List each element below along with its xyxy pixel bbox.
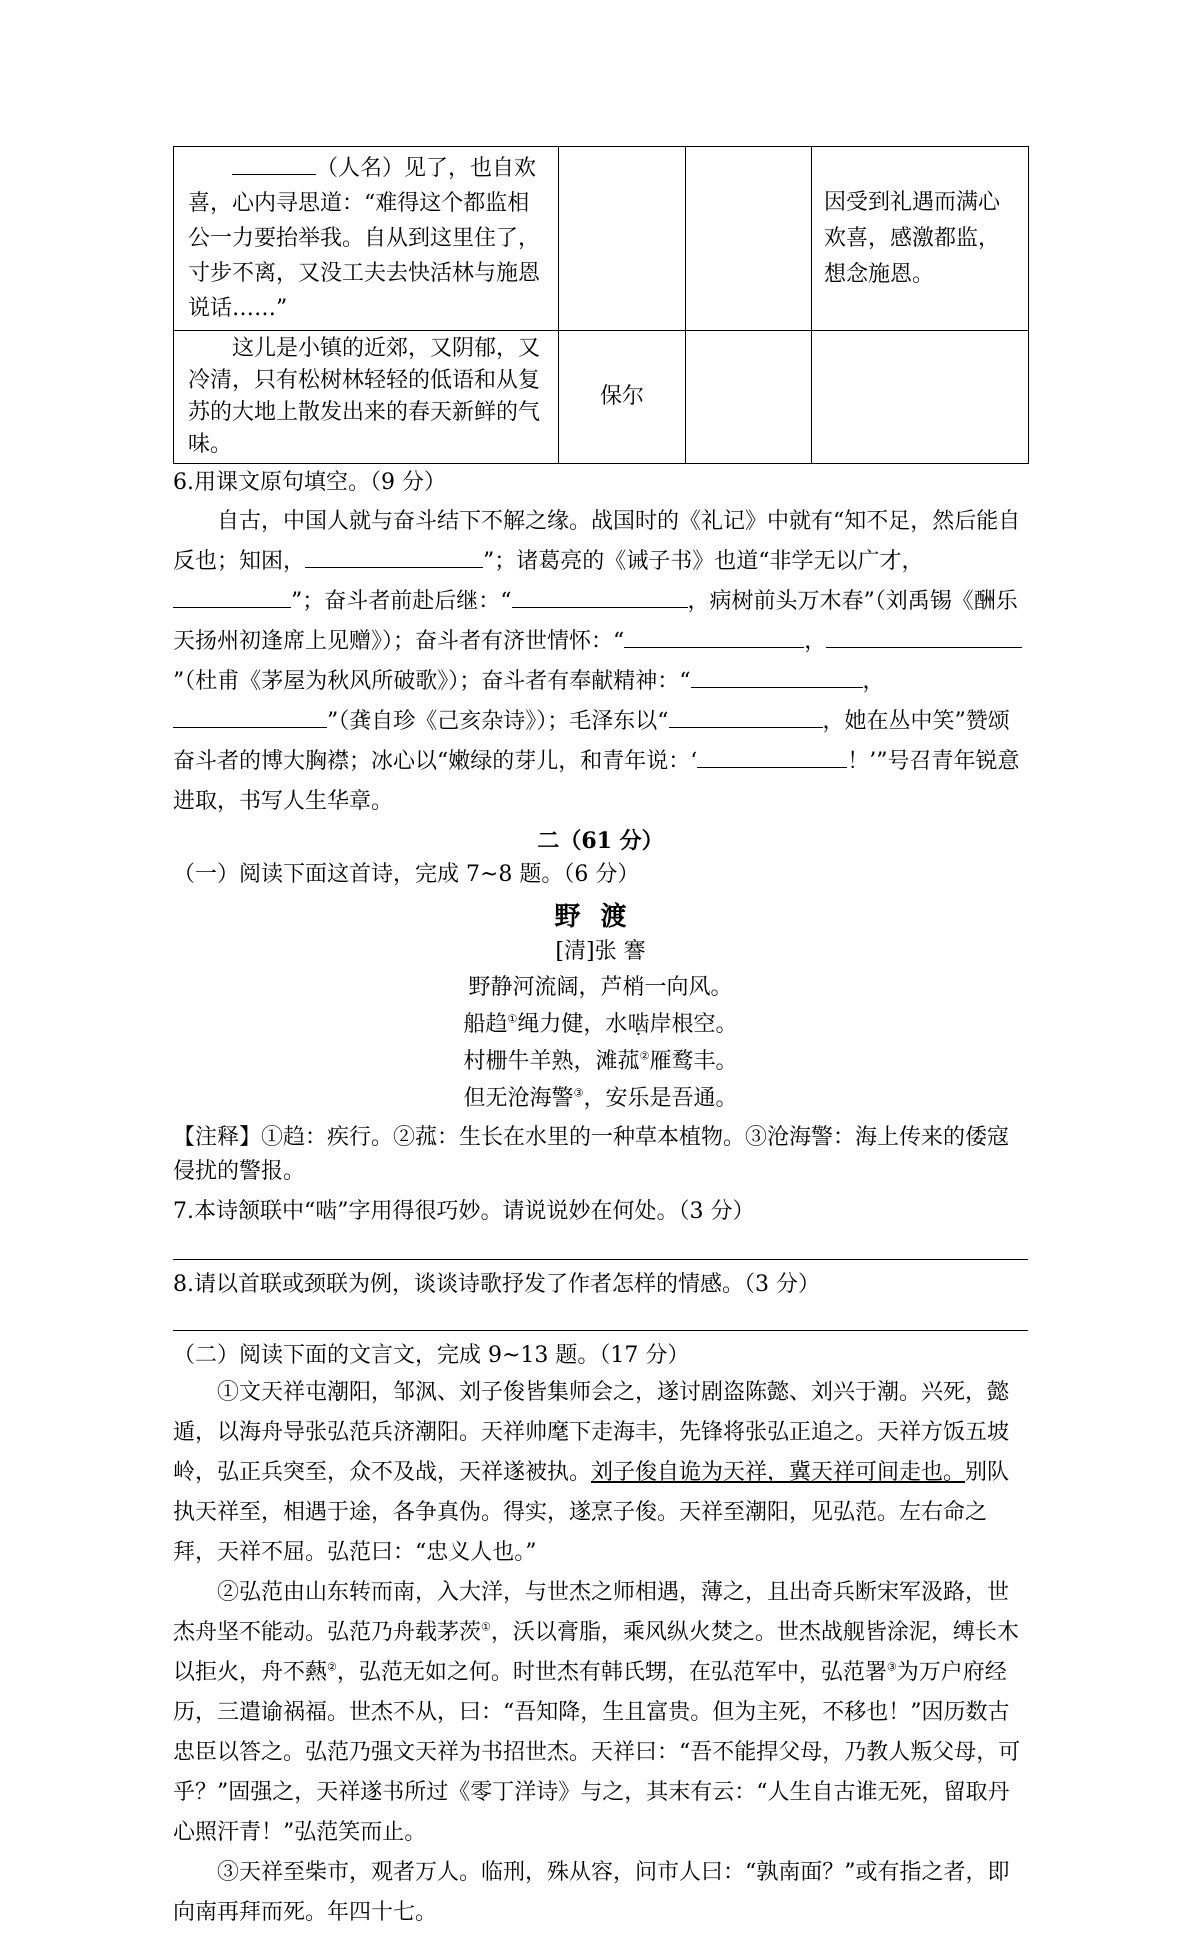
emphasized-char: 屯 [305, 1380, 328, 1405]
table-cell[interactable] [686, 331, 812, 464]
section-heading: 二（61 分） [537, 828, 664, 854]
part-1-intro: （一）阅读下面这首诗，完成 7~8 题。（6 分） [173, 862, 640, 887]
fill-blank[interactable] [305, 545, 483, 568]
q6-text: ”；奋斗者前赴后继：“ [291, 589, 512, 614]
emphasized-char: 遣 [239, 1700, 262, 1725]
poem-author: [清]张 謇 [555, 939, 646, 964]
footnote-mark: ① [481, 1620, 491, 1634]
poem-title: 野渡 [554, 902, 647, 932]
footnote-mark: ① [507, 1012, 518, 1026]
fill-blank[interactable] [624, 625, 804, 648]
quote-text: （人名）见了，也自欢喜，心内寻思道：“难得这个都监相公一力要抬举我。自从到这里住了，寸步不离，又没工夫去快活林与施恩说话……” [188, 156, 541, 321]
fill-blank[interactable] [697, 745, 847, 768]
q6-text: 自古，中国人就与奋斗结下不解之缘。战国时的《礼记》中就有“知不足，然后能自反也；知困， [173, 509, 1021, 574]
question-6-heading: 6.用课文原句填空。（9 分） [173, 470, 446, 495]
q6-text: ”（杜甫《茅屋为秋风所破歌》）；奋斗者有奉献精神：“ [173, 669, 691, 694]
poem-line: 野静河流阔，芦梢一向风。 [468, 975, 733, 1000]
answer-line-8[interactable] [173, 1330, 1028, 1331]
fill-blank[interactable] [826, 625, 1022, 648]
q6-text: ，病树前头万木春”（刘禹锡《酬乐天扬州初逢席上见赠》）；奋斗者有济世情怀：“ [173, 589, 1018, 654]
footnote-mark: ② [639, 1049, 650, 1063]
classical-paragraph-2: ②弘范由山东转而南，入大洋，与世杰之师相遇，薄之，且出奇兵断宋军汲路，世杰舟坚不能动。弘范乃舟载茅茨①，沃以膏脂，乘风纵火焚之。世杰战舰皆涂泥，缚长木以拒火，舟不爇②，弘范无如之何。时世杰有韩氏甥，在弘范军中，弘范署③为万户府经历，三遣谕祸福。世杰不从，曰：“吾知降，生且富贵。但为主死，不移也！”因历数古忠臣以答之。弘范乃强文天祥为书招世杰。天祥曰：“吾不能捍父母，乃教人叛父母，可乎？”固强之，天祥遂书所过《零丁洋诗》与之，其末有云：“人生自古谁无死，留取丹心照汗青！”弘范笑而止。 [173, 1580, 1021, 1845]
poem-notes: 【注释】①趋：疾行。②菰：生长在水里的一种草本植物。③沧海警：海上传来的倭寇侵扰的警报。 [173, 1125, 1010, 1184]
fill-blank[interactable] [173, 705, 327, 728]
table-row [174, 331, 1029, 464]
fill-blank[interactable] [669, 705, 823, 728]
exam-page [173, 146, 1028, 1933]
question-7: 7.本诗颔联中“啮”字用得很巧妙。请说说妙在何处。（3 分） [173, 1199, 755, 1224]
fill-blank[interactable] [512, 585, 688, 608]
classical-paragraph-3: ③天祥至柴市，观者万人。临刑，殊从容，问市人曰：“孰南面？”或有指之者，即向南再拜而死。年四十七。 [173, 1860, 1010, 1925]
question-6-body [173, 502, 1028, 822]
table-cell-analysis: 因受到礼遇而满心欢喜，感激都监，想念施恩。 [812, 147, 1029, 331]
fill-blank[interactable] [232, 152, 316, 175]
poem-line: 但无沧海警③，安乐是吾通。 [463, 1086, 738, 1111]
table-cell[interactable] [812, 331, 1029, 464]
q6-text: ”（龚自珍《己亥杂诗》）；毛泽东以“ [327, 709, 669, 734]
poem-line: 船趋①绳力健，水啮岸根空。 [463, 1012, 738, 1037]
classical-paragraph-1: ①文天祥屯潮阳，邹沨、刘子俊皆集师会之，遂讨剧盗陈懿、刘兴于潮。兴死，懿遁，以海舟导张弘范兵济潮阳。天祥帅麾下走海丰，先锋将张弘正追之。天祥方饭五坡岭，弘正兵突至，众不及战，天祥遂被执。刘子俊自诡为天祥，冀天祥可间走也。别队执天祥至，相遇于途，各争真伪。得实，遂烹子俊。天祥至潮阳，见弘范。左右命之拜，天祥不屈。弘范曰：“忠义人也。” [173, 1380, 1010, 1565]
footnote-mark: ③ [886, 1660, 897, 1674]
underlined-sentence: 刘子俊自诡为天祥，冀天祥可间走也。 [591, 1460, 966, 1485]
footnote-mark: ② [327, 1660, 337, 1674]
table-cell-quote [174, 147, 559, 331]
table-cell[interactable] [686, 147, 812, 331]
part-2-intro: （二）阅读下面的文言文，完成 9~13 题。（17 分） [173, 1343, 690, 1368]
question-8: 8.请以首联或颈联为例，谈谈诗歌抒发了作者怎样的情感。（3 分） [173, 1272, 820, 1297]
poem-line: 村栅牛羊熟，滩菰②雁鹜丰。 [463, 1049, 738, 1074]
poem-body [173, 969, 1028, 1117]
fill-blank[interactable] [173, 585, 291, 608]
comparison-table [173, 146, 1029, 464]
footnote-mark: ③ [573, 1086, 584, 1100]
table-cell-quote: 这儿是小镇的近郊，又阴郁，又冷清，只有松树林轻轻的低语和从复苏的大地上散发出来的春天新鲜的气味。 [174, 331, 559, 464]
q6-text: ，她在丛中笑”赞颂奋斗者的博大胸襟；冰心以“嫩绿的芽儿，和青年说：‘ [173, 709, 1010, 774]
table-row [174, 147, 1029, 331]
q6-text: ！’”号召青年锐意进取，书写人生华章。 [173, 749, 1020, 814]
q6-text: ， [862, 669, 885, 694]
table-cell-character: 保尔 [559, 331, 686, 464]
q6-text: ”；诸葛亮的《诫子书》也道“非学无以广才， [483, 549, 924, 574]
q6-text: ， [804, 629, 827, 654]
table-cell[interactable] [559, 147, 686, 331]
emphasized-char: 啮 [627, 1012, 650, 1037]
fill-blank[interactable] [691, 665, 863, 688]
answer-line-7[interactable] [173, 1259, 1028, 1260]
